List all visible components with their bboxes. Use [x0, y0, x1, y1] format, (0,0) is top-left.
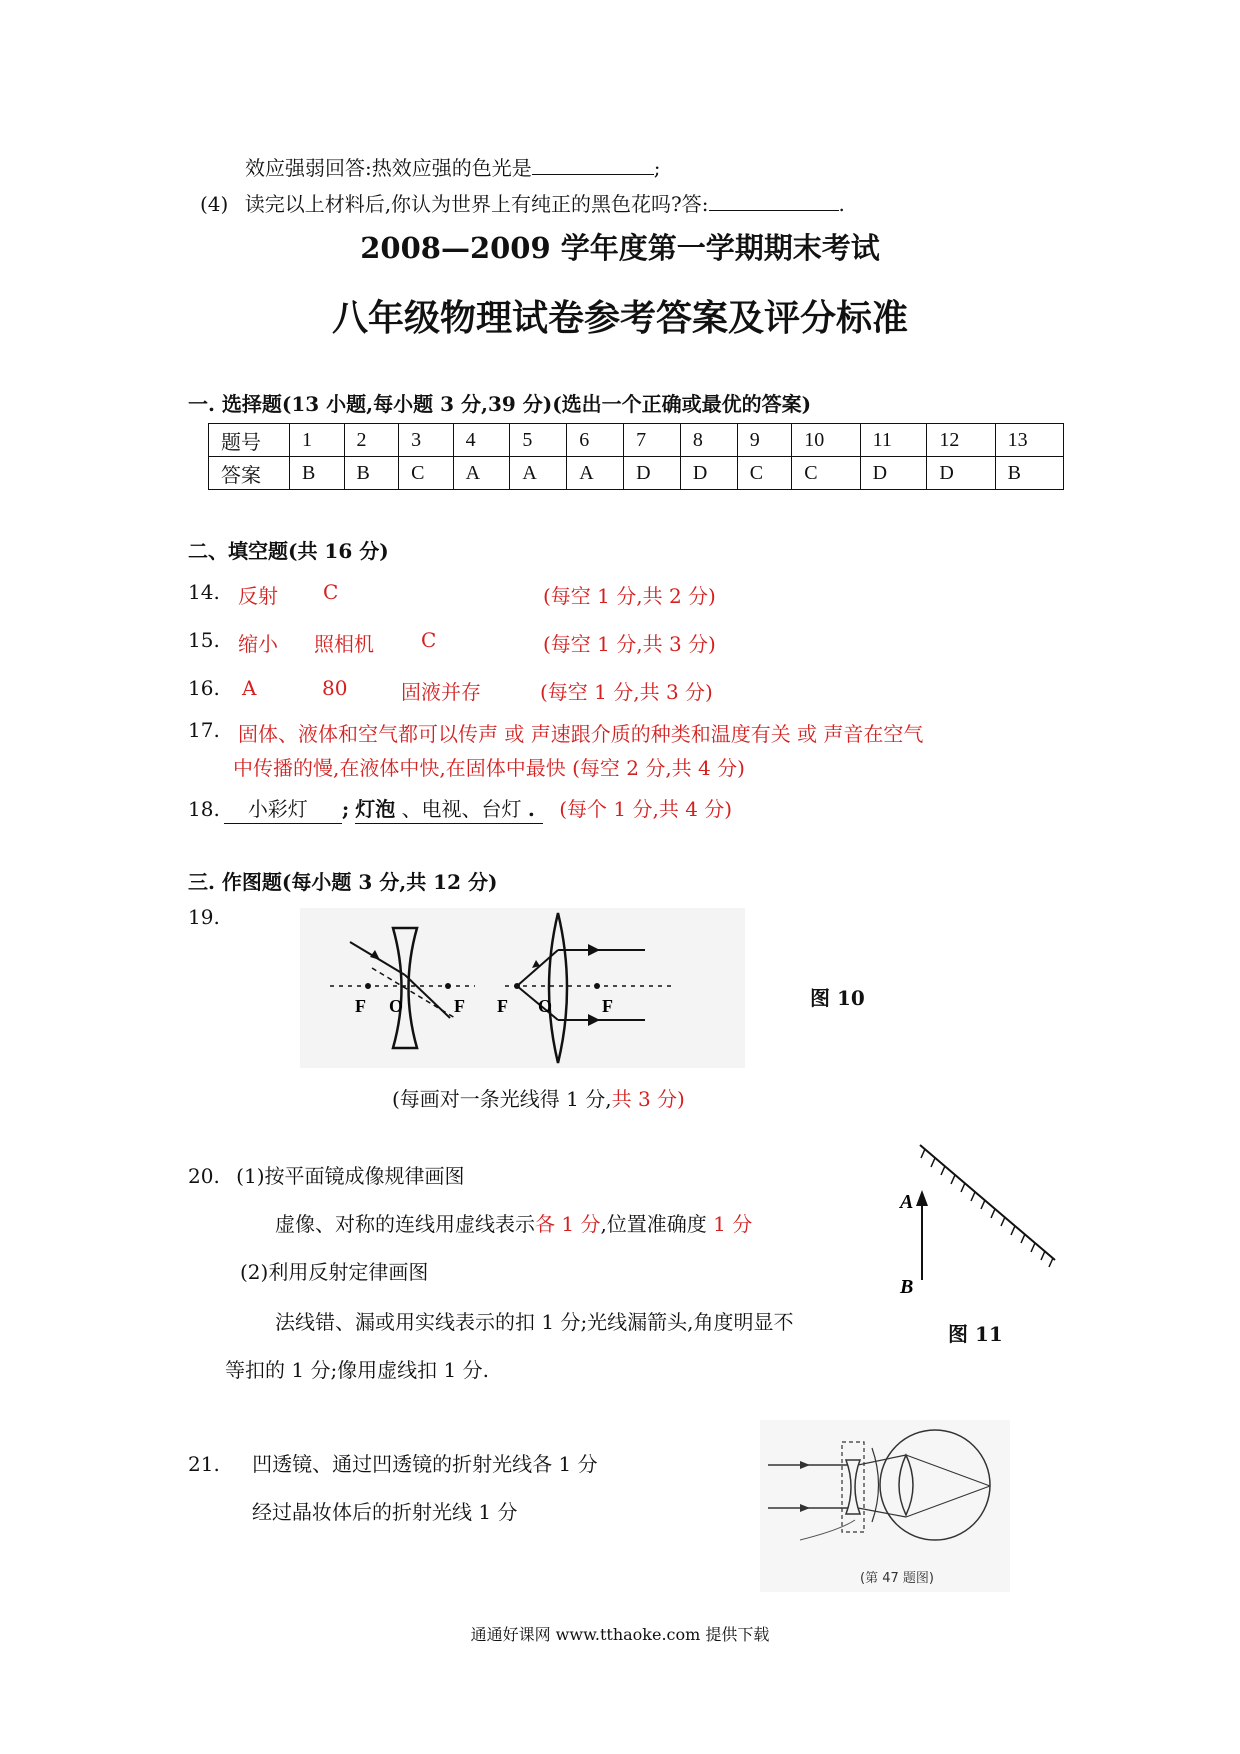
figure-caption: (第 47 题图) [860, 1571, 934, 1586]
q20-line3: (2)利用反射定律画图 [240, 1260, 429, 1284]
section-1-heading: 一. 选择题(13 小题,每小题 3 分,39 分)(选出一个正确或最优的答案) [188, 392, 812, 416]
figure-background [760, 1420, 1010, 1592]
mirror-surface [920, 1145, 1055, 1260]
end-mark: . [527, 797, 535, 821]
focus-point [445, 983, 451, 989]
answer-text: 反射 [238, 584, 278, 608]
question-number: 15. [188, 628, 220, 652]
score-note: (每空 1 分,共 3 分) [540, 680, 713, 704]
q16-row [188, 676, 713, 704]
answer-text: A [242, 676, 257, 700]
answer-text: ,位置准确度 [600, 1212, 707, 1236]
answer-text: 小彩灯 [224, 797, 342, 824]
answer-text: 、电视、台灯 [401, 797, 522, 821]
focus-label: F [454, 996, 465, 1016]
score-note: (每个 1 分,共 4 分) [559, 797, 733, 821]
prev-question-end: . [838, 192, 845, 216]
page-footer: 通通好课网 www.tthaoke.com 提供下载 [470, 1625, 770, 1644]
figure-11-label: 图 11 [948, 1322, 1003, 1346]
q14-row [188, 580, 716, 608]
section-3-heading: 三. 作图题(每小题 3 分,共 12 分) [188, 870, 498, 894]
answer-text: 固液并存 [401, 680, 481, 704]
question-number: 21. [188, 1452, 220, 1476]
table-row [209, 424, 1064, 457]
score-note: (每画对一条光线得 1 分, [392, 1087, 612, 1111]
answer-text: 凹透镜、通过凹透镜的折射光线各 1 分 [252, 1452, 598, 1476]
prev-question-line [245, 152, 661, 181]
focus-label: F [497, 996, 508, 1016]
q21-line2: 经过晶妆体后的折射光线 1 分 [252, 1500, 518, 1524]
figure-10-label: 图 10 [810, 986, 865, 1010]
table-cell: 11 [860, 424, 927, 457]
lens-diagram [300, 908, 745, 1068]
question-number: 17. [188, 718, 220, 742]
table-cell: 9 [737, 424, 792, 457]
answer-text: C [421, 628, 437, 652]
mirror-hatching [921, 1149, 1053, 1267]
table-cell: C [399, 457, 454, 490]
q21-row [188, 1448, 598, 1477]
focus-label: F [355, 996, 366, 1016]
table-cell: A [510, 457, 567, 490]
question-number: 14. [188, 580, 220, 604]
table-cell: D [860, 457, 927, 490]
answer-text: 固体、液体和空气都可以传声 或 声速跟介质的种类和温度有关 或 声音在空气 [238, 722, 924, 746]
table-cell: A [453, 457, 510, 490]
table-cell: C [737, 457, 792, 490]
prev-question-number: (4) [200, 192, 229, 216]
table-cell: B [344, 457, 399, 490]
prev-line-end: ; [653, 156, 661, 180]
prev-question-text: 读完以上材料后,你认为世界上有纯正的黑色花吗?答: [244, 192, 709, 216]
q15-row [188, 628, 716, 656]
row-label-answer: 答案 [209, 457, 290, 490]
answer-blank [532, 174, 654, 175]
answer-text: (1)按平面镜成像规律画图 [236, 1164, 465, 1188]
table-cell: 1 [290, 424, 345, 457]
q20-line2 [275, 1208, 752, 1237]
table-cell: B [995, 457, 1063, 490]
prev-question-4 [200, 188, 845, 217]
answer-table [208, 423, 1064, 490]
q20-line4: 法线错、漏或用实线表示的扣 1 分;光线漏箭头,角度明显不 [275, 1310, 794, 1334]
plane-mirror-diagram [890, 1140, 1070, 1310]
answer-blank [709, 210, 839, 211]
q18-row [188, 793, 732, 822]
q20-row [188, 1160, 465, 1189]
q17-row [188, 718, 924, 746]
optical-center-label: O [538, 996, 553, 1016]
optical-center-label: O [389, 996, 404, 1016]
table-cell: 3 [399, 424, 454, 457]
eye-correction-diagram [760, 1420, 1010, 1592]
arrow-head [916, 1190, 928, 1206]
answer-text-bold: 灯泡 [355, 797, 396, 821]
table-cell: B [290, 457, 345, 490]
answer-text: 缩小 [238, 632, 278, 656]
table-cell: C [792, 457, 860, 490]
score-note: (每空 1 分,共 2 分) [543, 584, 716, 608]
table-cell: 5 [510, 424, 567, 457]
table-row [209, 457, 1064, 490]
table-cell: D [624, 457, 681, 490]
q17-line2: 中传播的慢,在液体中快,在固体中最快 (每空 2 分,共 4 分) [233, 756, 745, 780]
table-cell: 13 [995, 424, 1063, 457]
table-cell: 10 [792, 424, 860, 457]
table-cell: 8 [680, 424, 737, 457]
focus-label: F [602, 996, 613, 1016]
point-b-label: B [900, 1276, 914, 1298]
table-cell: D [927, 457, 995, 490]
table-cell: 2 [344, 424, 399, 457]
score-red: 各 1 分 [535, 1212, 601, 1236]
question-number: 18. [188, 797, 220, 821]
q19-score-note [392, 1083, 685, 1112]
focus-point [594, 983, 600, 989]
table-cell: 7 [624, 424, 681, 457]
score-red: 1 分 [713, 1212, 753, 1236]
q20-line5: 等扣的 1 分;像用虚线扣 1 分. [225, 1358, 489, 1382]
separator: ; [341, 797, 350, 821]
table-cell: 6 [567, 424, 624, 457]
score-note: (每空 1 分,共 3 分) [543, 632, 716, 656]
row-label-question: 题号 [209, 424, 290, 457]
exam-title: 2008—2009 学年度第一学期期末考试 [360, 231, 880, 265]
question-number: 19. [188, 905, 220, 929]
score-note-red: 共 3 分) [611, 1087, 685, 1111]
answer-text: 80 [322, 676, 348, 700]
answer-text: 虚像、对称的连线用虚线表示 [275, 1212, 535, 1236]
question-number: 20. [188, 1164, 220, 1188]
question-number: 16. [188, 676, 220, 700]
point-a-label: A [900, 1191, 914, 1213]
table-cell: A [567, 457, 624, 490]
answer-text: C [323, 580, 339, 604]
focus-point [365, 983, 371, 989]
table-cell: D [680, 457, 737, 490]
table-cell: 4 [453, 424, 510, 457]
section-2-heading: 二、填空题(共 16 分) [188, 539, 389, 563]
table-cell: 12 [927, 424, 995, 457]
answer-text: 照相机 [314, 632, 374, 656]
prev-line-text: 效应强弱回答:热效应强的色光是 [245, 156, 532, 180]
page-title: 八年级物理试卷参考答案及评分标准 [331, 297, 908, 339]
